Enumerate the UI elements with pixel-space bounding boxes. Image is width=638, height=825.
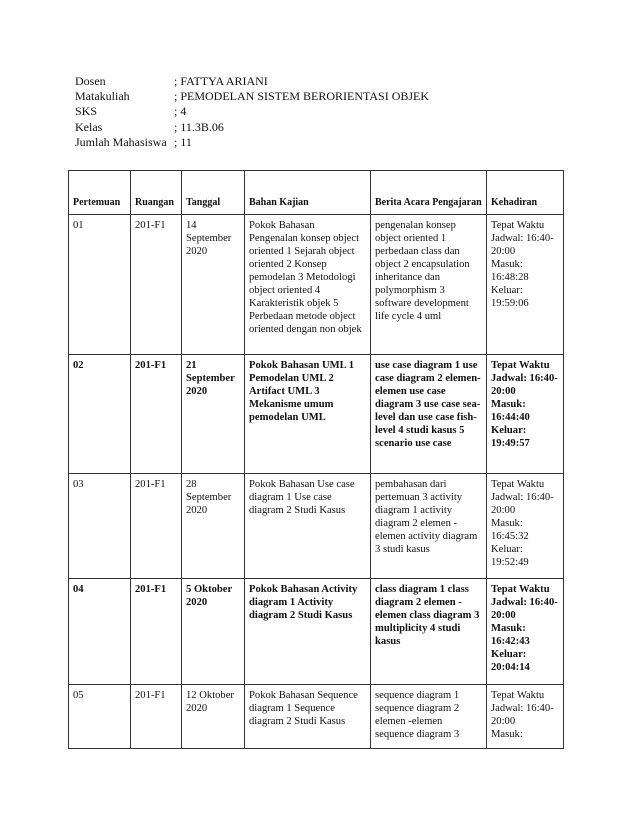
cell-berita-acara: pembahasan dari pertemuan 3 activity diagram 1 activity diagram 2 elemen - elemen activity diagram 3 studi kasus [371,474,487,579]
matakuliah-value: ; PEMODELAN SISTEM BERORIENTASI OBJEK [174,89,430,104]
cell-ruangan: 201-F1 [131,685,182,749]
cell-tanggal: 12 Oktober 2020 [182,685,245,749]
cell-bahan-kajian: Pokok Bahasan Sequence diagram 1 Sequence diagram 2 Studi Kasus [245,685,371,749]
cell-pertemuan: 01 [69,215,131,355]
schedule-table [68,170,564,749]
cell-bahan-kajian: Pokok Bahasan UML 1 Pemodelan UML 2 Artifact UML 3 Mekanisme umum pemodelan UML [245,355,371,474]
cell-pertemuan: 03 [69,474,131,579]
info-row-sks [75,104,429,119]
matakuliah-label: Matakuliah [75,89,130,104]
cell-bahan-kajian: Pokok Bahasan Use case diagram 1 Use case diagram 2 Studi Kasus [245,474,371,579]
table-row [69,355,564,474]
cell-kehadiran: Tepat Waktu Jadwal: 16:40-20:00 Masuk: 16:44:40 Keluar: 19:49:57 [487,355,564,474]
table-row [69,474,564,579]
cell-kehadiran: Tepat Waktu Jadwal: 16:40-20:00 Masuk: [487,685,564,749]
cell-ruangan: 201-F1 [131,579,182,685]
header-tanggal: Tanggal [182,171,245,215]
dosen-value: ; FATTYA ARIANI [174,74,268,88]
cell-tanggal: 14 September 2020 [182,215,245,355]
header-kehadiran: Kehadiran [487,171,564,215]
info-row-dosen [75,74,429,89]
cell-tanggal: 28 September 2020 [182,474,245,579]
sks-label: SKS [75,104,98,119]
dosen-label: Dosen [75,74,106,88]
cell-bahan-kajian: Pokok Bahasan Activity diagram 1 Activity diagram 2 Studi Kasus [245,579,371,685]
course-info [75,74,429,150]
cell-ruangan: 201-F1 [131,474,182,579]
cell-berita-acara: use case diagram 1 use case diagram 2 elemen-elemen use case diagram 3 use case sea-level dan use case fish-level 4 studi kasus 5 scenario use case [371,355,487,474]
cell-berita-acara: class diagram 1 class diagram 2 elemen - elemen class diagram 3 multiplicity 4 studi kasus [371,579,487,685]
sks-value: ; 4 [174,104,187,119]
kelas-value: ; 11.3B.06 [174,119,224,134]
info-row-jumlah [75,135,429,150]
cell-pertemuan: 02 [69,355,131,474]
cell-kehadiran: Tepat Waktu Jadwal: 16:40-20:00 Masuk: 16:42:43 Keluar: 20:04:14 [487,579,564,685]
header-ruangan: Ruangan [131,171,182,215]
cell-bahan-kajian: Pokok Bahasan Pengenalan konsep object oriented 1 Sejarah object oriented 2 Konsep pemodelan 3 Metodologi object oriented 4 Karakteristik objek 5 Perbedaan metode object oriented dengan non objek [245,215,371,355]
table-row [69,685,564,749]
cell-pertemuan: 04 [69,579,131,685]
cell-pertemuan: 05 [69,685,131,749]
table-row [69,579,564,685]
jumlah-label: Jumlah Mahasiswa [75,134,167,149]
cell-ruangan: 201-F1 [131,355,182,474]
jumlah-value: ; 11 [174,134,192,149]
cell-ruangan: 201-F1 [131,215,182,355]
header-berita-acara: Berita Acara Pengajaran [371,171,487,215]
info-row-matakuliah [75,89,429,104]
info-row-kelas [75,120,429,135]
cell-tanggal: 5 Oktober 2020 [182,579,245,685]
cell-berita-acara: pengenalan konsep object oriented 1 perbedaan class dan object 2 encapsulation inheritance dan polymorphism 3 software development life cycle 4 uml [371,215,487,355]
cell-kehadiran: Tepat Waktu Jadwal: 16:40-20:00 Masuk: 16:45:32 Keluar: 19:52:49 [487,474,564,579]
cell-berita-acara: sequence diagram 1 sequence diagram 2 elemen -elemen sequence diagram 3 [371,685,487,749]
header-pertemuan: Pertemuan [69,171,131,215]
table-row [69,215,564,355]
cell-kehadiran: Tepat Waktu Jadwal: 16:40-20:00 Masuk: 16:48:28 Keluar: 19:59:06 [487,215,564,355]
cell-tanggal: 21 September 2020 [182,355,245,474]
header-bahan-kajian: Bahan Kajian [245,171,371,215]
kelas-label: Kelas [75,119,103,134]
table-header-row [69,171,564,215]
